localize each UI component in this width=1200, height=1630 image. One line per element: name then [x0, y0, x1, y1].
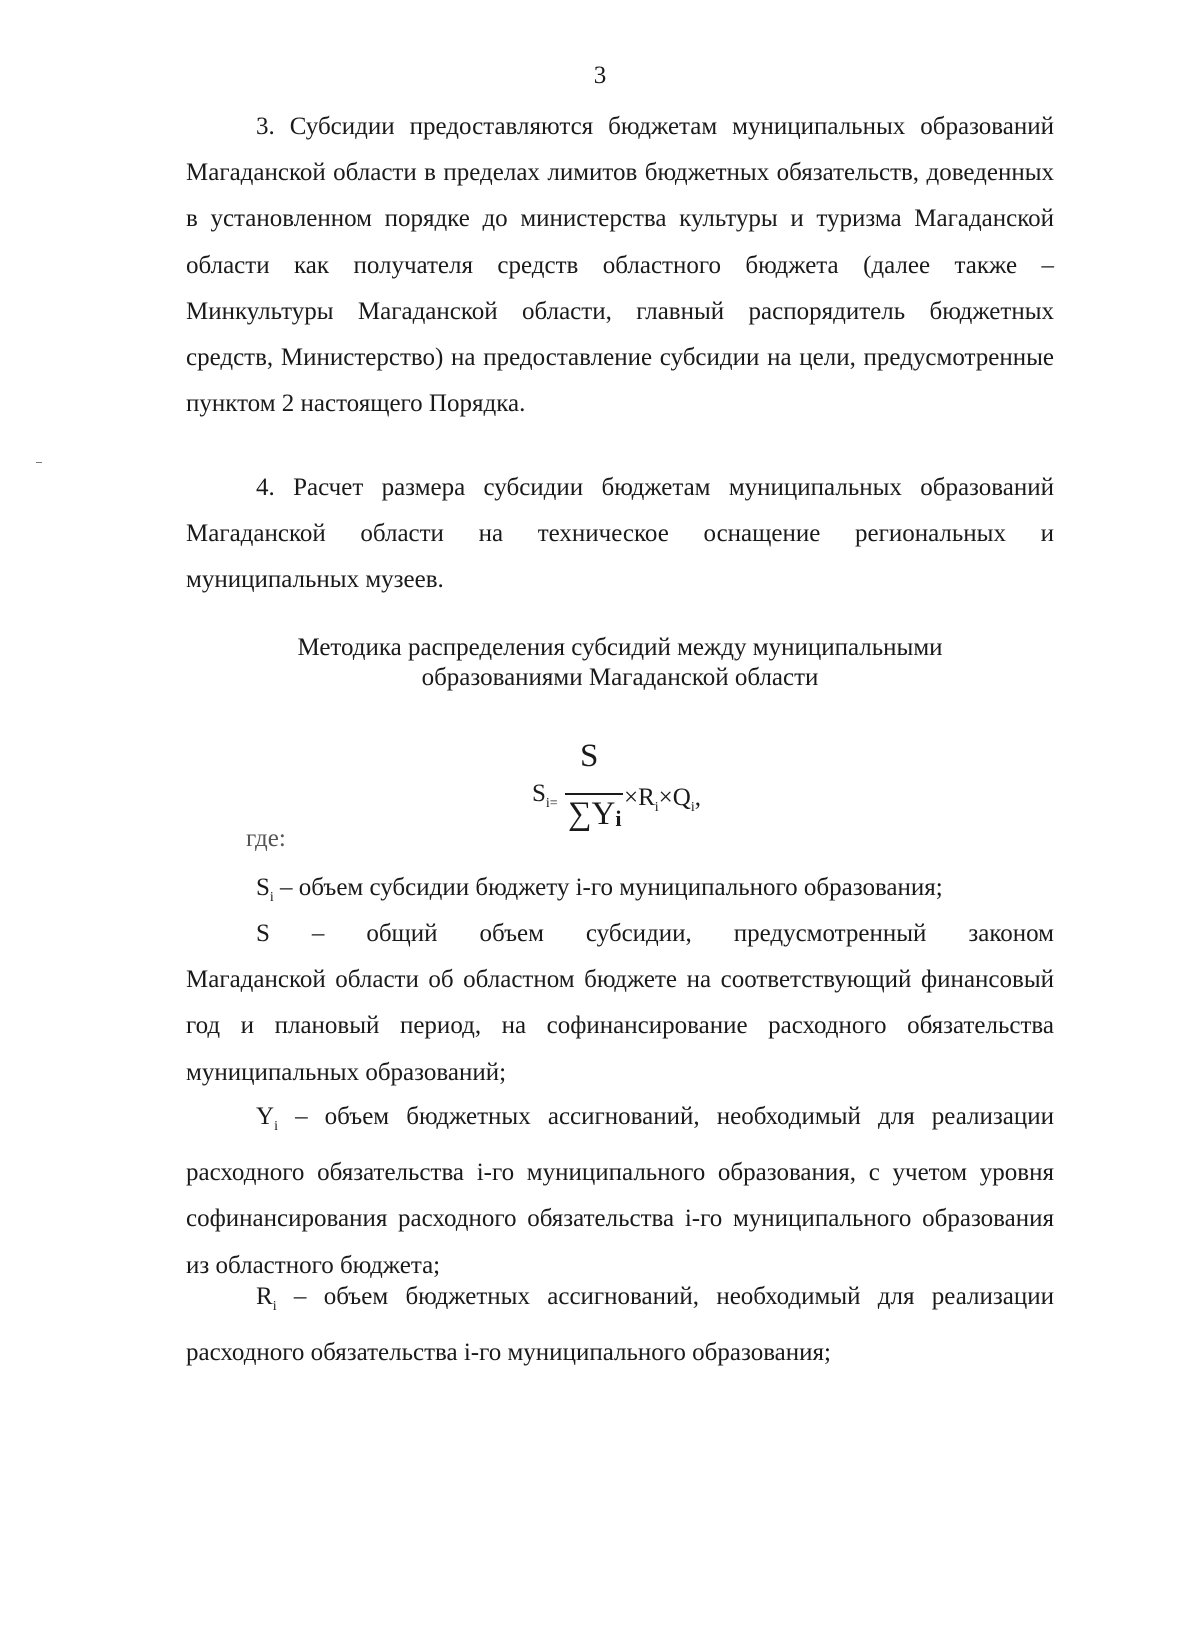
def-yi-text: – объем бюджетных ассигнований, необходимый для реализации расходного обязательства i-го муниципального образования, с учетом уровня софинансирования расходного обязательства i-го муниципального образования из областного бюджета;	[186, 1103, 1054, 1279]
def-s-symbol: S	[256, 920, 270, 947]
def-s-word: объем	[479, 920, 544, 947]
formula-rhs: $\times R_i\times Q_i$,	[624, 784, 701, 815]
def-si-symbol: S	[256, 874, 270, 901]
def-s-word: субсидии,	[585, 920, 692, 947]
formula-fraction-bar	[565, 793, 623, 795]
page-number: 3	[593, 62, 607, 89]
formula-lhs: $S_{i=}$	[532, 780, 558, 811]
paragraph-4-text: 4. Расчет размера субсидии бюджетам муниципальных образований Магаданской области на техническое оснащение региональных и муниципальных музеев.	[186, 474, 1054, 594]
method-heading-line-1: Методика распределения субсидий между муниципальными	[297, 634, 943, 661]
def-s-word: предусмотренный	[733, 920, 927, 947]
paragraph-4	[186, 465, 1054, 604]
definition-ri: $R_i$ – объем бюджетных ассигнований, необходимый для реализации расходного обязательства i-го муниципального образования;	[186, 1283, 1054, 1367]
paragraph-3	[186, 104, 1054, 427]
def-yi-symbol: Y	[256, 1103, 275, 1130]
scan-mark	[36, 462, 42, 463]
method-heading	[186, 633, 1054, 693]
def-s-dash: –	[311, 920, 325, 947]
def-s-text: Магаданской области об областном бюджете на соответствующий финансовый год и плановый период, на софинансирование расходного обязательства муниципальных образований;	[186, 966, 1054, 1086]
where-label: где:	[246, 825, 286, 852]
definition-si: $S_i$ – объем субсидии бюджету i-го муниципального образования;	[256, 874, 943, 905]
definition-yi: $Y_i$ – объем бюджетных ассигнований, необходимый для реализации расходного обязательства i-го муниципального образования, с учетом уровня софинансирования расходного обязательства i-го муниципального образования из областного бюджета;	[186, 1103, 1054, 1279]
formula-denominator: ∑Yi	[568, 796, 622, 832]
def-s-first-line	[186, 911, 1054, 957]
method-heading-line-2: образованиями Магаданской области	[421, 664, 819, 691]
paragraph-3-text: 3. Субсидии предоставляются бюджетам муниципальных образований Магаданской области в пределах лимитов бюджетных обязательств, доведенных в установленном порядке до министерства культуры и туризма Магаданской области как получателя средств областного бюджета (далее также – Минкультуры Магаданской области, главный распорядитель бюджетных средств, Министерство) на предоставление субсидии на цели, предусмотренные пунктом 2 настоящего Порядка.	[186, 113, 1054, 418]
def-ri-symbol: R	[256, 1283, 273, 1310]
distribution-formula	[520, 728, 740, 868]
def-s-word: законом	[968, 920, 1054, 947]
def-ri-text: – объем бюджетных ассигнований, необходимый для реализации расходного обязательства i-го муниципального образования;	[186, 1283, 1054, 1367]
def-s-word: общий	[366, 920, 438, 947]
formula-numerator: S	[580, 738, 599, 774]
def-si-text: – объем субсидии бюджету i-го муниципального образования;	[273, 874, 943, 901]
definition-s	[186, 911, 1054, 1096]
